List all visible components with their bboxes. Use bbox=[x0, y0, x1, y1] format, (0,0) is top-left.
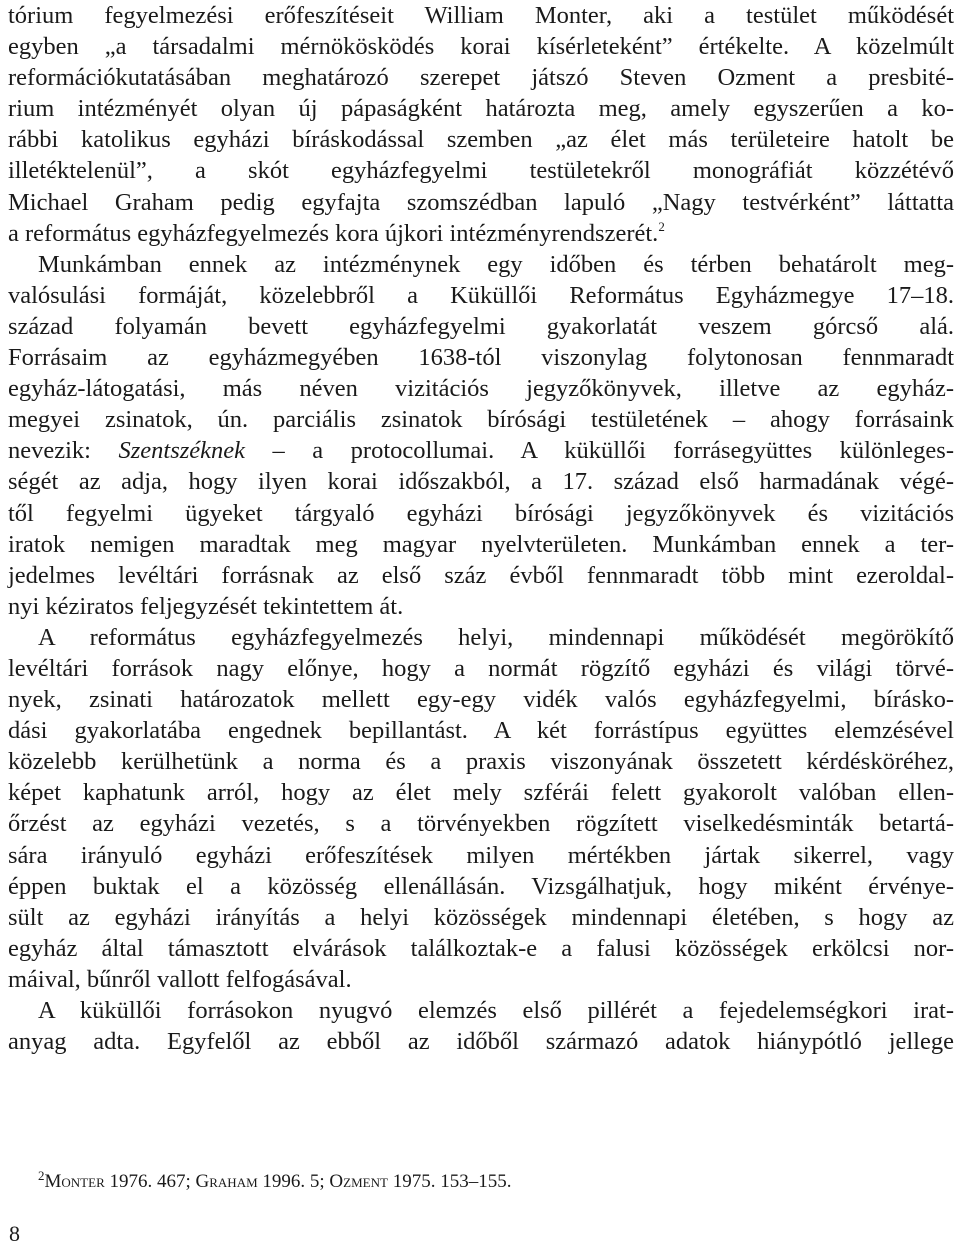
footnote bbox=[38, 1170, 511, 1194]
text-line: egyház által támasztott elvárások találkoztak-e a falusi közösségek erkölcsi nor- bbox=[8, 934, 954, 962]
text-line: ségét az adja, hogy ilyen korai időszakból, a 17. század első harmadának végé- bbox=[8, 468, 954, 496]
text-line-content: a református egyházfegyelmezés kora újkori intézményrendszerét. bbox=[8, 219, 659, 247]
paragraph-2 bbox=[8, 249, 954, 622]
paragraph-4 bbox=[8, 995, 954, 1057]
text-line: anyag adta. Egyfelől az ebből az időből származó adatok hiánypótló jellege bbox=[8, 1028, 954, 1056]
text-line: valósulási formáját, közelebbről a Küküllői Református Egyházmegye 17–18. bbox=[8, 281, 954, 309]
paragraph-3 bbox=[8, 622, 954, 995]
text-line: egyház-látogatási, más néven vizitációs jegyzőkönyvek, illetve az egyház- bbox=[8, 375, 954, 403]
text-line: képet kaphatunk arról, hogy az élet mely szférái felett gyakorolt valóban ellen- bbox=[8, 779, 954, 807]
text-line: közelebb kerülhetünk a norma és a praxis viszonyának összetett kérdésköréhez, bbox=[8, 748, 954, 776]
text-line: tórium fegyelmezési erőfeszítéseit William Monter, aki a testület működését bbox=[8, 2, 954, 29]
page-number: 8 bbox=[9, 1221, 20, 1246]
footnote-author-smallcaps: onter bbox=[61, 1171, 105, 1192]
footnote-text-part: 1975. 153–155. bbox=[387, 1171, 512, 1192]
text-line: A református egyházfegyelmezés helyi, mindennapi működését megörökítő bbox=[38, 623, 954, 651]
text-line: Forrásaim az egyházmegyében 1638-tól viszonylag folytonosan fennmaradt bbox=[8, 344, 954, 372]
text-line: Michael Graham pedig egyfajta szomszédban lapuló „Nagy testvérként” láttatta bbox=[8, 188, 954, 216]
text-line bbox=[8, 435, 954, 466]
footnote-text bbox=[45, 1171, 512, 1192]
footnote-text-part: 1976. 467; G bbox=[104, 1171, 210, 1192]
text-line: reformációkutatásában meghatározó szerepet játszó Steven Ozment a presbité- bbox=[8, 64, 954, 92]
footnote-number: 2 bbox=[38, 1168, 45, 1183]
italic-term: Szentszéknek bbox=[118, 437, 246, 465]
text-line: őrzést az egyházi vezetés, s a törvényekben rögzített viselkedésminták betartá- bbox=[8, 810, 954, 838]
text-fragment: nevezik: bbox=[8, 437, 119, 465]
text-line: től fegyelmi ügyeket tárgyaló egyházi bírósági jegyzőkönyvek és vizitációs bbox=[8, 499, 954, 527]
text-line: illetéktelenül”, a skót egyházfegyelmi testületekről monográfiát közzétévő bbox=[8, 157, 954, 185]
text-line: sára irányuló egyházi erőfeszítések milyen mértékben jártak sikerrel, vagy bbox=[8, 841, 954, 869]
text-line: iratok nemigen maradtak meg magyar nyelvterületen. Munkámban ennek a ter- bbox=[8, 530, 954, 558]
text-line: megyei zsinatok, ún. parciális zsinatok bírósági testületének – ahogy forrásaink bbox=[8, 406, 954, 434]
text-line: rium intézményét olyan új pápaságként határozta meg, amely egyszerűen a ko- bbox=[8, 95, 954, 123]
text-line: A küküllői forrásokon nyugvó elemzés első pillérét a fejedelemségkori irat- bbox=[38, 997, 954, 1024]
text-line: század folyamán bevett egyházfegyelmi gyakorlatát veszem górcső alá. bbox=[8, 312, 954, 340]
paragraph-1 bbox=[8, 0, 954, 249]
text-line: levéltári források nagy előnye, hogy a normát rögzítő egyházi és világi törvé- bbox=[8, 654, 954, 682]
text-line: egyben „a társadalmi mérnökösködés korai kísérleteként” értékelte. A közelmúlt bbox=[8, 33, 954, 61]
text-line: dási gyakorlatába engednek bepillantást. A két forrástípus együttes elemzésével bbox=[8, 717, 954, 745]
text-line bbox=[8, 218, 954, 249]
text-line: Munkámban ennek az intézménynek egy időben és térben behatárolt meg- bbox=[38, 250, 954, 278]
text-line: sült az egyházi irányítás a helyi közösségek mindennapi életében, s hogy az bbox=[8, 903, 954, 931]
footnote-author-smallcaps: raham bbox=[209, 1171, 258, 1192]
text-line: éppen buktak el a közösség ellenállásán. Vizsgálhatjuk, hogy miként érvénye- bbox=[8, 872, 954, 900]
page-text bbox=[8, 0, 954, 1057]
text-line: jedelmes levéltári forrásnak az első száz évből fennmaradt több mint ezeroldal- bbox=[8, 561, 954, 589]
footnote-text-part: 1996. 5; O bbox=[257, 1171, 344, 1192]
footnote-text-part: M bbox=[44, 1171, 62, 1192]
text-line: máival, bűnről vallott felfogásával. bbox=[8, 965, 352, 993]
footnote-author-smallcaps: zment bbox=[343, 1171, 388, 1192]
text-line: nyi kéziratos feljegyzését tekintettem át. bbox=[8, 592, 404, 620]
text-fragment: – a protocollumai. A küküllői forrásegyüttes különleges- bbox=[245, 437, 954, 465]
text-line: rábbi katolikus egyházi bíráskodással szemben „az élet más területeire hatolt be bbox=[8, 126, 954, 154]
text-line: nyek, zsinati határozatok mellett egy-egy vidék valós egyházfegyelmi, bírásko- bbox=[8, 686, 954, 714]
footnote-reference: 2 bbox=[658, 218, 665, 234]
